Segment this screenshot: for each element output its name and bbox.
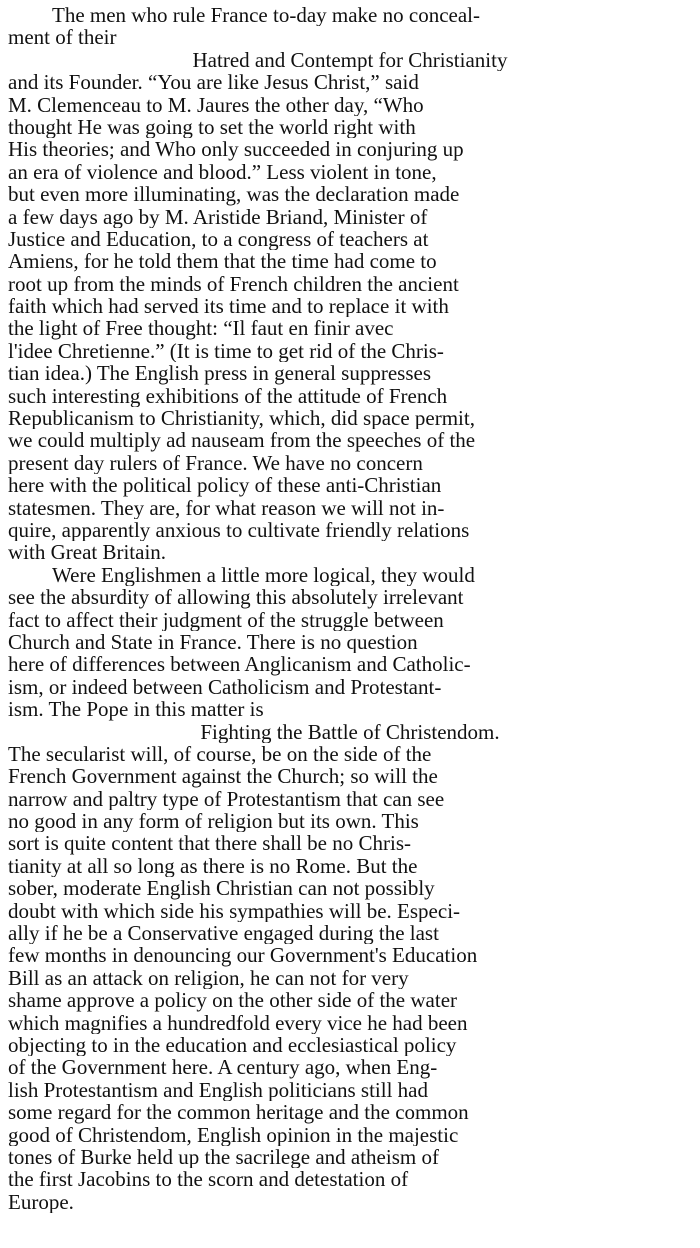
text-line: Amiens, for he told them that the time had come to — [8, 250, 437, 273]
text-line: good of Christendom, English opinion in the majestic — [8, 1123, 459, 1146]
text-line: M. Clemenceau to M. Jaures the other day, “Who — [8, 93, 424, 116]
section-heading — [8, 721, 692, 743]
paragraph-body-3 — [8, 743, 692, 1213]
text-line: French Government against the Church; so will the — [8, 765, 438, 788]
text-line: sober, moderate English Christian can not possibly — [8, 877, 435, 900]
text-line: His theories; and Who only succeeded in conjuring up — [8, 138, 464, 161]
text-line: some regard for the common heritage and the common — [8, 1101, 469, 1124]
paragraph-body-2 — [8, 564, 692, 721]
text-line: Republicanism to Christianity, which, did space permit, — [8, 407, 475, 430]
section-heading — [8, 49, 692, 71]
text-line: shame approve a policy on the other side of the water — [8, 989, 458, 1012]
text-line: but even more illuminating, was the declaration made — [8, 183, 460, 206]
text-line: and its Founder. “You are like Jesus Christ,” said — [8, 71, 419, 94]
paragraph-intro — [8, 4, 692, 49]
text-line: which magnifies a hundredfold every vice he had been — [8, 1011, 468, 1034]
text-line: l'idee Chretienne.” (It is time to get rid of the Chris- — [8, 339, 444, 363]
text-line: few months in denouncing our Government's Education — [8, 944, 478, 967]
text-line: ism, or indeed between Catholicism and Protestant- — [8, 675, 442, 699]
text-line: see the absurdity of allowing this absolutely irrelevant — [8, 586, 464, 609]
text-line: Bill as an attack on religion, he can not for very — [8, 966, 409, 990]
text-line: tian idea.) The English press in general suppresses — [8, 362, 432, 385]
text-line: here of differences between Anglicanism and Catholic- — [8, 653, 471, 676]
text-line: Fighting the Battle of Christendom. — [200, 720, 500, 743]
text-line: with Great Britain. — [8, 541, 167, 564]
text-line: no good in any form of religion but its own. This — [8, 810, 419, 833]
text-line: Were Englishmen a little more logical, they would — [52, 563, 475, 587]
text-line: root up from the minds of French children the ancient — [8, 272, 459, 296]
text-line: statesmen. They are, for what reason we will not in- — [8, 496, 445, 519]
text-line: tones of Burke held up the sacrilege and atheism of — [8, 1145, 439, 1169]
text-line: here with the political policy of these anti-Christian — [8, 474, 442, 497]
text-line: the light of Free thought: “Il faut en finir avec — [8, 317, 394, 340]
text-line: ment of their — [8, 26, 117, 49]
paragraph-body-1 — [8, 71, 692, 564]
text-line: lish Protestantism and English politicians still had — [8, 1078, 428, 1102]
text-line: The secularist will, of course, be on the side of the — [8, 742, 432, 766]
text-line: tianity at all so long as there is no Rome. But the — [8, 854, 418, 878]
text-line: Hatred and Contempt for Christianity — [192, 48, 508, 72]
text-line: Europe. — [8, 1190, 74, 1214]
text-line: objecting to in the education and ecclesiastical policy — [8, 1033, 457, 1057]
text-line: of the Government here. A century ago, when Eng- — [8, 1056, 438, 1079]
text-line: ally if he be a Conservative engaged during the last — [8, 922, 439, 945]
text-line: an era of violence and blood.” Less violent in tone, — [8, 160, 437, 184]
text-line: such interesting exhibitions of the attitude of French — [8, 384, 448, 408]
text-line: Church and State in France. There is no question — [8, 630, 418, 654]
text-line: present day rulers of France. We have no concern — [8, 451, 423, 475]
text-line: the first Jacobins to the scorn and detestation of — [8, 1168, 409, 1191]
text-line: we could multiply ad nauseam from the speeches of the — [8, 429, 476, 452]
text-line: faith which had served its time and to replace it with — [8, 295, 449, 318]
text-line: doubt with which side his sympathies will be. Especi- — [8, 899, 461, 923]
text-line: a few days ago by M. Aristide Briand, Minister of — [8, 205, 428, 228]
text-line: quire, apparently anxious to cultivate friendly relations — [8, 518, 470, 542]
text-line: Justice and Education, to a congress of teachers at — [8, 227, 429, 251]
text-line: sort is quite content that there shall be no Chris- — [8, 832, 411, 855]
text-line: narrow and paltry type of Protestantism that can see — [8, 787, 445, 811]
text-line: ism. The Pope in this matter is — [8, 698, 264, 721]
text-line: fact to affect their judgment of the struggle between — [8, 608, 444, 631]
text-line: The men who rule France to-day make no conceal- — [52, 4, 480, 27]
text-line: thought He was going to set the world right with — [8, 115, 416, 139]
